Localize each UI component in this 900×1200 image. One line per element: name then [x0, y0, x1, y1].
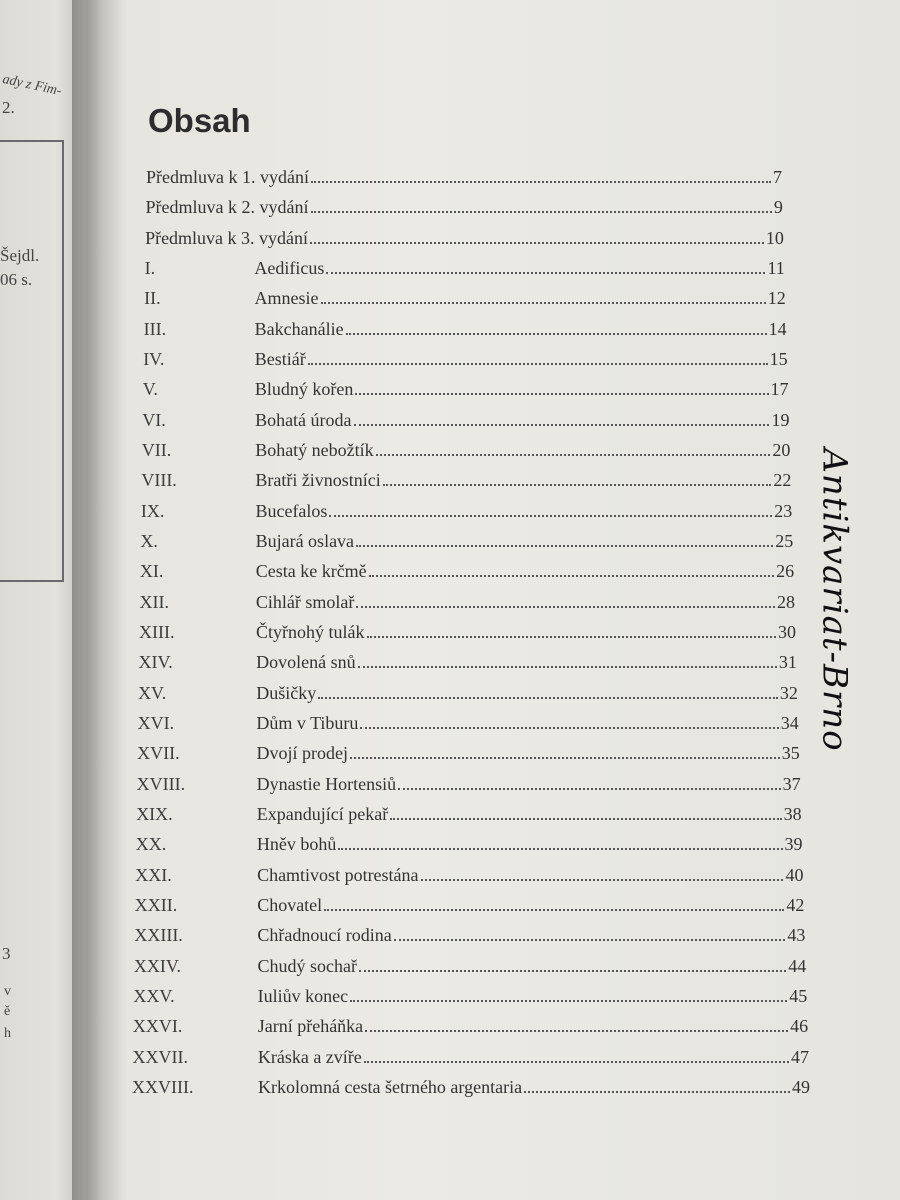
toc-entry-title: Dušičky	[256, 682, 317, 703]
toc-entry-title: Amnesie	[254, 288, 319, 309]
toc-entry-page-number: 46	[790, 1016, 809, 1037]
toc-entry-page-number: 9	[773, 197, 783, 218]
toc-dot-leader	[394, 935, 786, 941]
toc-dot-leader	[369, 571, 774, 577]
toc-entry-page-number: 39	[784, 834, 803, 855]
toc-entry-page-number: 44	[788, 955, 807, 976]
toc-entry-number: XXIII.	[134, 925, 183, 946]
toc-entry-page-number: 14	[768, 318, 787, 339]
toc-entry	[140, 560, 794, 582]
toc-dot-leader	[398, 784, 781, 790]
toc-entry	[132, 1076, 810, 1098]
toc-entry-title: Bohatá úroda	[255, 409, 352, 430]
toc-dot-leader	[346, 329, 767, 335]
toc-entry-number: VII.	[141, 440, 172, 460]
toc-entry-number: XIX.	[136, 804, 173, 824]
toc-entry-page-number: 22	[773, 470, 792, 491]
toc-dot-leader	[354, 420, 770, 426]
left-page	[0, 0, 80, 1200]
toc-dot-leader	[324, 905, 784, 911]
toc-entry	[143, 378, 789, 400]
toc-entry-title: Předmluva k 3. vydání	[145, 227, 309, 248]
toc-entry-title: Předmluva k 1. vydání	[146, 167, 309, 187]
toc-entry	[138, 682, 798, 704]
toc-entry-page-number: 47	[791, 1046, 810, 1067]
toc-entry-page-number: 23	[774, 500, 793, 521]
toc-entry-title: Expandující pekař	[256, 804, 389, 824]
toc-dot-leader	[310, 238, 764, 244]
toc-entry	[139, 591, 795, 613]
toc-dot-leader	[356, 602, 775, 608]
toc-dot-leader	[350, 753, 780, 759]
toc-dot-leader	[355, 389, 768, 395]
toc-entry	[143, 348, 787, 370]
toc-entry-title: Předmluva k 2. vydání	[145, 197, 309, 218]
watermark-text: Antikvariat-Brno	[815, 448, 856, 752]
toc-entry-number: VI.	[142, 409, 166, 430]
book-gutter-shadow	[72, 0, 122, 1200]
toc-entry-number: V.	[142, 379, 158, 400]
toc-dot-leader	[329, 511, 772, 517]
toc-entry-page-number: 17	[770, 379, 789, 400]
toc-entry	[145, 227, 784, 249]
toc-entry-number: XXVI.	[132, 1016, 183, 1037]
toc-dot-leader	[376, 450, 771, 456]
toc-entry-title: Bakchanálie	[254, 318, 344, 339]
toc-dot-leader	[365, 1026, 788, 1032]
toc-entry-page-number: 12	[767, 288, 786, 309]
toc-dot-leader	[326, 268, 765, 274]
toc-entry-number: IX.	[140, 500, 165, 521]
toc-entry	[141, 469, 791, 491]
toc-dot-leader	[350, 996, 787, 1002]
toc-dot-leader	[421, 875, 784, 881]
toc-entry-title: Dynastie Hortensiů	[256, 773, 397, 794]
toc-entry	[132, 1046, 809, 1068]
toc-entry-page-number: 10	[765, 227, 784, 248]
left-page-fragment: 3	[2, 944, 11, 963]
toc-entry-number: II.	[144, 288, 161, 309]
toc-entry-page-number: 25	[775, 531, 794, 551]
toc-entry-title: Chudý sochař	[257, 955, 357, 976]
toc-entry-number: XVIII.	[136, 773, 186, 794]
toc-entry	[137, 773, 801, 795]
toc-entry	[137, 742, 800, 764]
toc-entry-number: I.	[144, 258, 156, 278]
toc-entry-title: Aedificus	[254, 258, 325, 278]
toc-dot-leader	[367, 632, 777, 638]
toc-entry	[136, 833, 803, 855]
toc-entry-page-number: 30	[778, 622, 796, 642]
toc-entry-number: XV.	[138, 682, 167, 703]
toc-entry-title: Iuliův konec	[257, 986, 349, 1006]
toc-entry-page-number: 45	[789, 986, 808, 1006]
toc-entry	[144, 318, 787, 340]
toc-entry-page-number: 37	[782, 773, 801, 794]
toc-entry	[135, 864, 803, 886]
toc-entry-number: XXII.	[134, 895, 178, 915]
toc-entry-title: Bujará oslava	[255, 531, 355, 551]
toc-entry	[144, 287, 786, 309]
toc-dot-leader	[390, 814, 781, 820]
toc-dot-leader	[338, 844, 782, 850]
toc-entry	[146, 196, 783, 218]
left-page-fragment: Šejdl.	[0, 246, 40, 265]
toc-dot-leader	[524, 1087, 790, 1093]
left-page-fragment: ě	[4, 1004, 11, 1019]
toc-entry-title: Dům v Tiburu	[256, 713, 359, 733]
toc-dot-leader	[359, 966, 786, 972]
toc-entry-page-number: 26	[776, 561, 795, 582]
toc-entry-number: III.	[143, 318, 167, 339]
toc-entry-title: Bludný kořen	[254, 379, 354, 400]
toc-entry-number: XXV.	[133, 986, 175, 1006]
toc-entry	[141, 500, 792, 522]
toc-entry-title: Krkolomná cesta šetrného argentaria	[258, 1077, 523, 1097]
toc-entry-number: XXVII.	[132, 1046, 188, 1067]
left-page-fragment: ady z Fim-	[1, 71, 63, 100]
toc-dot-leader	[383, 480, 772, 486]
toc-dot-leader	[308, 359, 768, 365]
toc-entry-page-number: 43	[787, 925, 806, 946]
toc-entry-title: Kráska a zvíře	[257, 1046, 362, 1067]
toc-entry-page-number: 28	[777, 591, 796, 612]
toc-entry	[134, 955, 806, 977]
toc-entry	[138, 712, 799, 734]
toc-entry-number: XXVIII.	[132, 1077, 194, 1097]
toc-entry-page-number: 34	[780, 713, 799, 733]
toc-entry-title: Hněv bohů	[256, 834, 337, 855]
toc-entry-number: IV.	[143, 349, 165, 369]
toc-dot-leader	[311, 207, 772, 213]
toc-entry	[146, 166, 782, 188]
toc-entry-title: Chovatel	[257, 895, 323, 915]
toc-entry-title: Jarní přeháňka	[257, 1016, 364, 1037]
toc-entry-page-number: 38	[783, 804, 802, 824]
toc-entry	[136, 803, 801, 825]
toc-entry-number: XI.	[139, 561, 164, 582]
toc-dot-leader	[321, 298, 766, 304]
toc-entry-page-number: 19	[771, 409, 790, 430]
toc-entry-page-number: 7	[773, 167, 782, 187]
toc-entry-number: XXIV.	[133, 955, 182, 976]
toc-entry-number: XVI.	[137, 713, 175, 733]
toc-entry-title: Cesta ke krčmě	[255, 561, 367, 582]
toc-entry-title: Chřadnoucí rodina	[257, 925, 392, 946]
toc-entry	[142, 439, 791, 461]
toc-entry-title: Bohatý nebožtík	[255, 440, 374, 460]
left-page-box-frame	[0, 140, 64, 582]
toc-entry-title: Bucefalos	[255, 500, 328, 521]
toc-entry-number: XIV.	[138, 652, 173, 673]
left-page-fragment: 2.	[2, 98, 15, 117]
left-page-fragment: 06 s.	[0, 270, 33, 289]
toc-entry	[133, 985, 807, 1007]
toc-entry	[139, 621, 796, 643]
toc-dot-leader	[356, 541, 773, 547]
toc-dot-leader	[364, 1057, 789, 1063]
toc-entry-number: XVII.	[137, 743, 180, 764]
toc-entry-page-number: 31	[778, 652, 797, 673]
toc-dot-leader	[318, 693, 778, 699]
toc-entry-title: Bestiář	[254, 349, 306, 369]
toc-entry-title: Bratři živnostníci	[255, 470, 381, 491]
toc-entry-number: XIII.	[139, 622, 175, 642]
toc-entry	[133, 1015, 808, 1037]
toc-dot-leader	[311, 177, 771, 183]
toc-entry-page-number: 11	[767, 258, 785, 278]
toc-entry-page-number: 20	[772, 440, 791, 460]
toc-entry-number: X.	[140, 531, 158, 551]
toc-entry	[145, 257, 785, 279]
toc-dot-leader	[358, 662, 777, 668]
toc-entry	[135, 894, 805, 916]
toc-entry	[140, 530, 793, 552]
toc-entry-title: Čtyřnohý tulák	[256, 622, 365, 642]
left-page-fragment: h	[4, 1026, 11, 1041]
toc-dot-leader	[360, 723, 778, 729]
toc-entry-page-number: 42	[786, 895, 805, 915]
toc-entry-title: Dvojí prodej	[256, 743, 349, 764]
toc-entry-title: Dovolená snů	[256, 652, 356, 673]
toc-entry-number: XX.	[135, 834, 167, 855]
toc-entry-page-number: 15	[769, 349, 788, 369]
toc-entry-page-number: 35	[781, 743, 800, 764]
toc-entry-number: XII.	[139, 591, 169, 612]
watermark	[790, 450, 880, 750]
toc-entry-page-number: 40	[785, 864, 804, 885]
toc-entry-page-number: 32	[779, 682, 798, 703]
toc-entry	[139, 651, 797, 673]
toc-entry-number: VIII.	[141, 470, 177, 491]
toc-entry	[134, 924, 805, 946]
toc-entry-title: Chamtivost potrestána	[257, 864, 419, 885]
toc-entry	[142, 409, 789, 431]
toc-entry-title: Cihlář smolař	[255, 591, 355, 612]
page-title: Obsah	[148, 102, 251, 139]
toc-entry-page-number: 49	[792, 1077, 810, 1097]
toc-entry-number: XXI.	[135, 864, 172, 885]
left-page-fragment: v	[4, 984, 11, 999]
